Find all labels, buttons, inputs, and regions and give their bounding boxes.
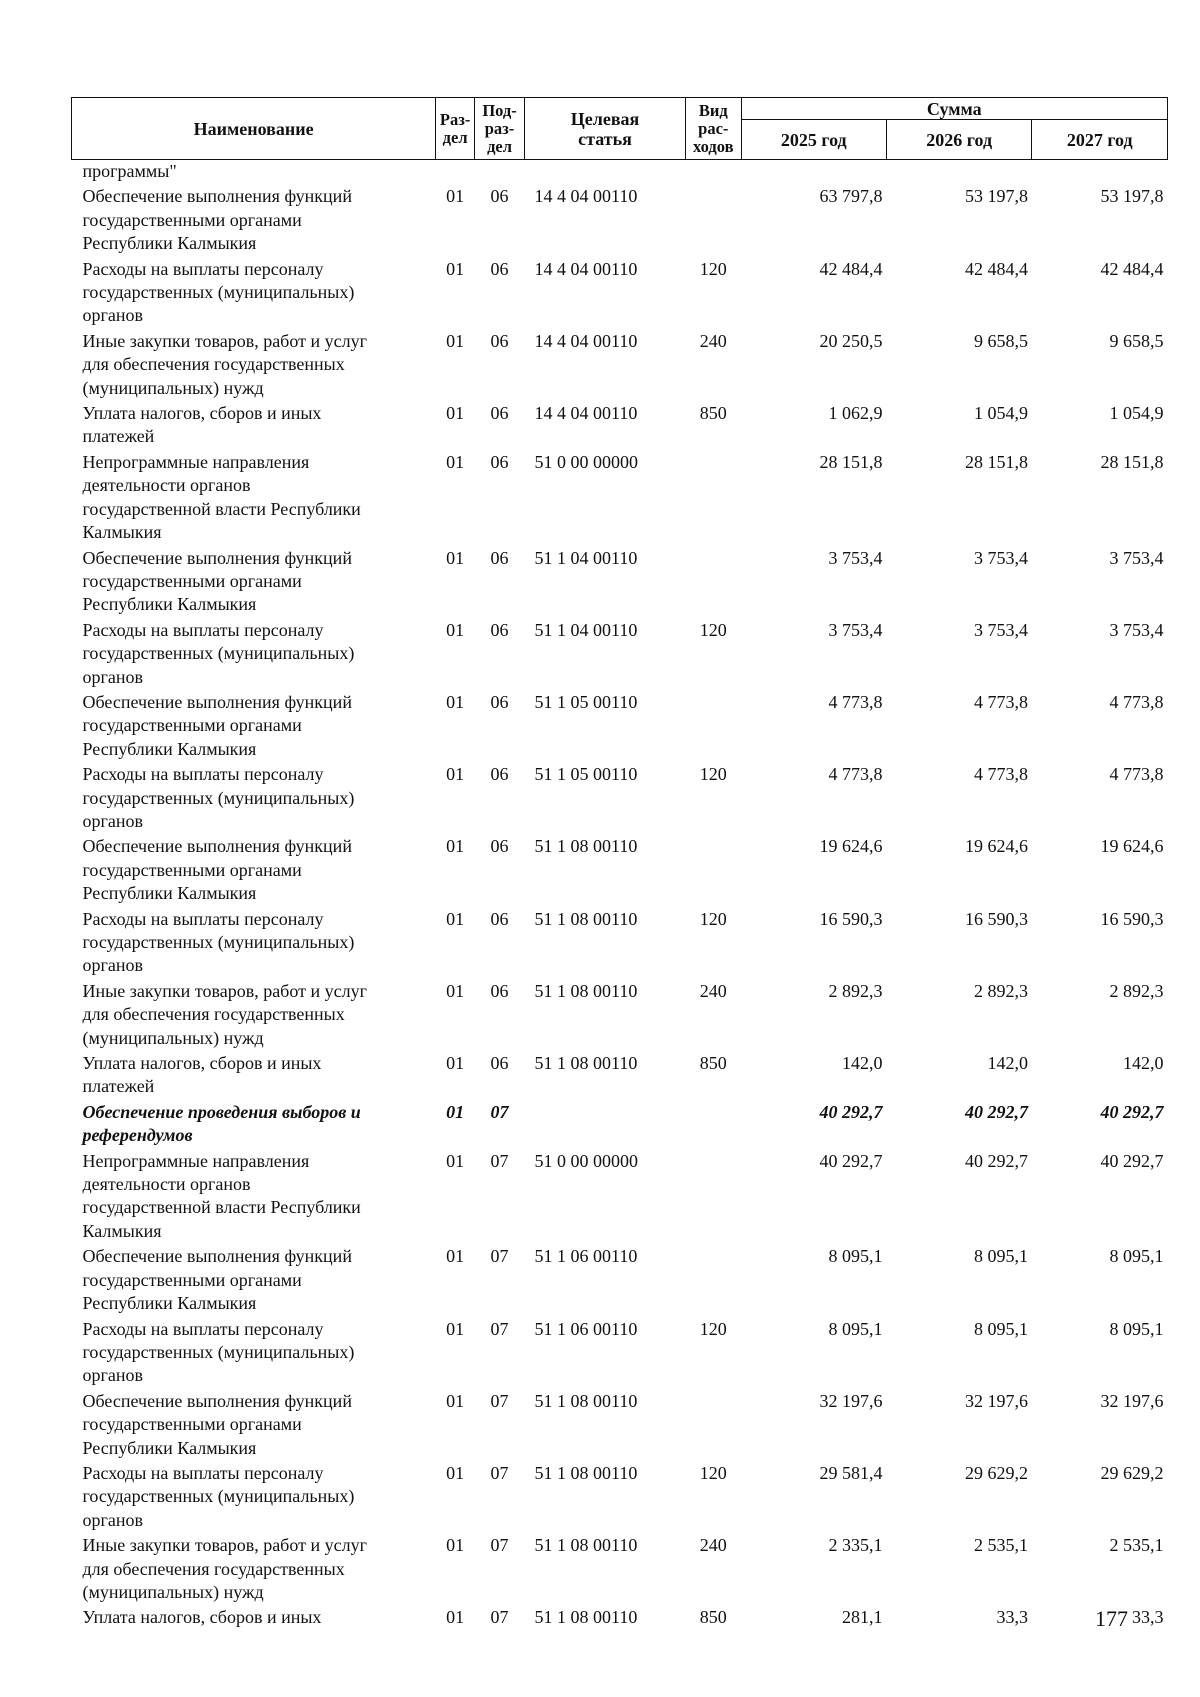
row-vid: 120 <box>699 619 727 640</box>
row-value-2027: 16 590,3 <box>1100 908 1164 929</box>
row-podrazdel: 07 <box>490 1246 509 1267</box>
table-row <box>72 1101 1168 1150</box>
row-name-line: (муниципальных) нужд <box>82 1027 264 1048</box>
row-name-line: государственных (муниципальных) <box>82 1341 355 1362</box>
table-row <box>72 835 1168 907</box>
row-name-line: органов <box>82 305 144 326</box>
row-razdel: 01 <box>446 258 465 279</box>
row-vid: 120 <box>699 1462 727 1483</box>
row-name-line: органов <box>82 1509 144 1530</box>
row-razdel: 01 <box>446 1246 465 1267</box>
row-value-2026: 2 892,3 <box>973 980 1028 1001</box>
row-name-line: Калмыкия <box>82 1220 162 1241</box>
table-body <box>72 160 1168 1632</box>
row-target: 51 1 08 00110 <box>534 1607 638 1628</box>
table-row <box>72 1318 1168 1390</box>
row-name-line: Иные закупки товаров, работ и услуг <box>82 980 367 1001</box>
table-row <box>72 980 1168 1052</box>
row-target: 51 1 08 00110 <box>534 1462 638 1483</box>
row-vid: 240 <box>699 330 727 351</box>
row-name-line: государственными органами <box>82 715 302 736</box>
row-value-2025: 2 892,3 <box>828 980 883 1001</box>
row-value-2025: 8 095,1 <box>828 1318 883 1339</box>
row-vid: 850 <box>699 403 727 424</box>
table-row <box>72 258 1168 330</box>
table-row <box>72 1390 1168 1462</box>
row-name-line: Республики Калмыкия <box>82 883 257 904</box>
row-name <box>72 1101 436 1150</box>
budget-table <box>71 97 1168 1632</box>
row-name-line: Иные закупки товаров, работ и услуг <box>82 330 367 351</box>
row-target: 51 1 08 00110 <box>534 1053 638 1074</box>
row-target: 51 1 08 00110 <box>534 908 638 929</box>
row-name-line: Уплата налогов, сборов и иных <box>82 403 322 424</box>
row-name-line: Республики Калмыкия <box>82 233 257 254</box>
row-name-line: Обеспечение проведения выборов и <box>82 1101 361 1122</box>
row-target: 51 1 06 00110 <box>534 1318 638 1339</box>
row-vid <box>686 835 742 907</box>
row-value-2025: 40 292,7 <box>819 1150 883 1171</box>
row-podrazdel: 06 <box>490 764 509 785</box>
continuation-row <box>72 160 1168 186</box>
row-vid: 240 <box>699 1535 727 1556</box>
row-value-2026: 19 624,6 <box>964 836 1028 857</box>
row-value-2027: 142,0 <box>1123 1053 1164 1074</box>
row-name-line: Обеспечение выполнения функций <box>82 547 352 568</box>
row-razdel: 01 <box>446 619 465 640</box>
row-name <box>72 1150 436 1246</box>
row-name-line: деятельности органов <box>82 1174 251 1195</box>
row-razdel: 01 <box>446 186 465 207</box>
row-name <box>72 1245 436 1317</box>
row-target: 51 1 08 00110 <box>534 836 638 857</box>
row-name-line: органов <box>82 810 144 831</box>
row-value-2026: 28 151,8 <box>964 451 1028 472</box>
row-vid: 120 <box>699 258 727 279</box>
row-name <box>72 547 436 619</box>
row-podrazdel: 06 <box>490 547 509 568</box>
table-row <box>72 330 1168 402</box>
row-value-2027: 8 095,1 <box>1109 1318 1164 1339</box>
row-name <box>72 258 436 330</box>
row-vid <box>686 1101 742 1150</box>
row-vid: 120 <box>699 908 727 929</box>
row-value-2025: 28 151,8 <box>819 451 883 472</box>
row-name-line: государственной власти Республики <box>82 498 361 519</box>
row-name <box>72 835 436 907</box>
row-razdel: 01 <box>446 1053 465 1074</box>
row-name <box>72 691 436 763</box>
header-razdel: Раз- дел <box>436 98 475 160</box>
row-target: 51 0 00 00000 <box>534 451 639 472</box>
row-target: 51 1 05 00110 <box>534 764 638 785</box>
row-name-line: Республики Калмыкия <box>82 738 257 759</box>
row-target: 14 4 04 00110 <box>534 403 638 424</box>
row-name-line: Расходы на выплаты персоналу <box>82 764 324 785</box>
row-razdel: 01 <box>446 691 465 712</box>
row-name-line: государственных (муниципальных) <box>82 643 355 664</box>
row-value-2026: 33,3 <box>996 1607 1028 1628</box>
row-name-line: Уплата налогов, сборов и иных <box>82 1607 322 1628</box>
row-name-line: для обеспечения государственных <box>82 354 345 375</box>
row-target: 51 1 08 00110 <box>534 1535 638 1556</box>
table-row <box>72 1534 1168 1606</box>
row-vid: 120 <box>699 764 727 785</box>
row-value-2025: 4 773,8 <box>828 764 883 785</box>
header-year-2025: 2025 год <box>741 120 886 160</box>
row-name <box>72 908 436 980</box>
row-value-2025: 40 292,7 <box>819 1101 883 1122</box>
row-name-line: для обеспечения государственных <box>82 1558 345 1579</box>
table-row <box>72 547 1168 619</box>
row-razdel: 01 <box>446 330 465 351</box>
row-name <box>72 1390 436 1462</box>
row-name-line: Расходы на выплаты персоналу <box>82 258 324 279</box>
row-name-line: государственной власти Республики <box>82 1197 361 1218</box>
header-name: Наименование <box>72 98 436 160</box>
row-name-line: Уплата налогов, сборов и иных <box>82 1053 322 1074</box>
row-value-2025: 2 335,1 <box>828 1535 883 1556</box>
row-razdel: 01 <box>446 1462 465 1483</box>
header-podrazdel: Под- раз- дел <box>475 98 525 160</box>
row-name-line: Расходы на выплаты персоналу <box>82 1462 324 1483</box>
row-name <box>72 1534 436 1606</box>
row-vid: 120 <box>699 1318 727 1339</box>
row-name-line: Обеспечение выполнения функций <box>82 186 352 207</box>
table-row <box>72 451 1168 547</box>
row-value-2026: 8 095,1 <box>973 1318 1028 1339</box>
row-name-line: платежей <box>82 426 155 447</box>
row-podrazdel: 06 <box>490 908 509 929</box>
row-vid <box>686 451 742 547</box>
row-vid <box>686 185 742 257</box>
row-name-line: органов <box>82 666 144 687</box>
row-value-2026: 40 292,7 <box>964 1101 1028 1122</box>
row-value-2025: 3 753,4 <box>828 547 883 568</box>
row-vid: 240 <box>699 980 727 1001</box>
row-name-line: государственными органами <box>82 1414 302 1435</box>
row-name <box>72 185 436 257</box>
row-razdel: 01 <box>446 980 465 1001</box>
row-name-line: Республики Калмыкия <box>82 1293 257 1314</box>
table-row <box>72 619 1168 691</box>
table-row <box>72 1462 1168 1534</box>
row-value-2025: 142,0 <box>841 1053 883 1074</box>
table-row <box>72 1245 1168 1317</box>
row-value-2027: 2 535,1 <box>1109 1535 1164 1556</box>
row-name-line: (муниципальных) нужд <box>82 377 264 398</box>
row-value-2027: 8 095,1 <box>1109 1246 1164 1267</box>
row-value-2027: 3 753,4 <box>1109 547 1164 568</box>
row-value-2027: 33,3 <box>1132 1607 1164 1628</box>
row-podrazdel: 07 <box>490 1318 509 1339</box>
table-row <box>72 1052 1168 1101</box>
row-value-2025: 16 590,3 <box>819 908 883 929</box>
row-target <box>525 1101 686 1150</box>
row-value-2025: 8 095,1 <box>828 1246 883 1267</box>
row-value-2025: 3 753,4 <box>828 619 883 640</box>
row-target: 51 1 08 00110 <box>534 980 638 1001</box>
row-name <box>72 1318 436 1390</box>
row-name <box>72 763 436 835</box>
row-target: 51 1 05 00110 <box>534 691 638 712</box>
row-podrazdel: 06 <box>490 691 509 712</box>
row-razdel: 01 <box>446 1150 465 1171</box>
header-summa: Сумма <box>741 98 1167 120</box>
row-value-2025: 281,1 <box>841 1607 883 1628</box>
row-razdel: 01 <box>446 1607 465 1628</box>
row-razdel: 01 <box>446 1535 465 1556</box>
row-name-line: государственными органами <box>82 209 302 230</box>
continuation-text: программы" <box>82 161 177 181</box>
row-value-2027: 29 629,2 <box>1100 1462 1164 1483</box>
row-value-2027: 28 151,8 <box>1100 451 1164 472</box>
row-name-line: платежей <box>82 1076 155 1097</box>
row-value-2025: 19 624,6 <box>819 836 883 857</box>
row-name-line: Расходы на выплаты персоналу <box>82 908 324 929</box>
row-name-line: Обеспечение выполнения функций <box>82 691 352 712</box>
row-name <box>72 330 436 402</box>
row-podrazdel: 07 <box>490 1150 509 1171</box>
table-row <box>72 1606 1168 1631</box>
row-value-2026: 4 773,8 <box>973 691 1028 712</box>
page-number: 177 <box>1095 1606 1128 1631</box>
row-value-2026: 3 753,4 <box>973 619 1028 640</box>
row-value-2025: 1 062,9 <box>828 403 883 424</box>
row-name-line: Непрограммные направления <box>82 451 310 472</box>
row-value-2027: 4 773,8 <box>1109 764 1164 785</box>
row-value-2025: 4 773,8 <box>828 691 883 712</box>
row-target: 51 0 00 00000 <box>534 1150 639 1171</box>
row-name <box>72 1052 436 1101</box>
row-vid <box>686 547 742 619</box>
row-name <box>72 402 436 451</box>
row-target: 51 1 04 00110 <box>534 619 638 640</box>
table-row <box>72 908 1168 980</box>
header-vid: Вид рас- ходов <box>686 98 742 160</box>
row-podrazdel: 06 <box>490 403 509 424</box>
row-name-line: Непрограммные направления <box>82 1150 310 1171</box>
row-value-2026: 53 197,8 <box>964 186 1028 207</box>
row-value-2025: 20 250,5 <box>819 330 883 351</box>
row-name-line: Расходы на выплаты персоналу <box>82 1318 324 1339</box>
row-value-2026: 4 773,8 <box>973 764 1028 785</box>
row-podrazdel: 06 <box>490 1053 509 1074</box>
row-value-2027: 32 197,6 <box>1100 1390 1164 1411</box>
row-vid <box>686 1150 742 1246</box>
header-target: Целевая статья <box>525 98 686 160</box>
row-name-line: референдумов <box>82 1125 193 1146</box>
row-name-line: Иные закупки товаров, работ и услуг <box>82 1535 367 1556</box>
row-value-2026: 29 629,2 <box>964 1462 1028 1483</box>
row-podrazdel: 06 <box>490 330 509 351</box>
table-row <box>72 691 1168 763</box>
row-value-2027: 19 624,6 <box>1100 836 1164 857</box>
row-name-line: государственными органами <box>82 1269 302 1290</box>
row-name-line: Республики Калмыкия <box>82 1437 257 1458</box>
row-value-2026: 42 484,4 <box>964 258 1028 279</box>
table-row <box>72 1150 1168 1246</box>
row-target: 14 4 04 00110 <box>534 330 638 351</box>
row-name-line: органов <box>82 955 144 976</box>
row-value-2027: 4 773,8 <box>1109 691 1164 712</box>
row-razdel: 01 <box>446 836 465 857</box>
row-name <box>72 619 436 691</box>
row-name <box>72 1606 436 1631</box>
row-name-line: Обеспечение выполнения функций <box>82 1246 352 1267</box>
table-row <box>72 185 1168 257</box>
row-name-line: государственными органами <box>82 859 302 880</box>
row-value-2026: 2 535,1 <box>973 1535 1028 1556</box>
row-name-line: (муниципальных) нужд <box>82 1581 264 1602</box>
table-row <box>72 402 1168 451</box>
row-value-2026: 9 658,5 <box>973 330 1028 351</box>
row-podrazdel: 07 <box>490 1101 509 1122</box>
row-podrazdel: 07 <box>490 1390 509 1411</box>
document-page <box>71 97 1168 1632</box>
row-name-line: государственных (муниципальных) <box>82 282 355 303</box>
row-podrazdel: 06 <box>490 836 509 857</box>
row-target: 51 1 08 00110 <box>534 1390 638 1411</box>
row-podrazdel: 07 <box>490 1535 509 1556</box>
row-podrazdel: 06 <box>490 258 509 279</box>
row-razdel: 01 <box>446 451 465 472</box>
row-podrazdel: 07 <box>490 1462 509 1483</box>
row-target: 51 1 04 00110 <box>534 547 638 568</box>
row-razdel: 01 <box>446 1318 465 1339</box>
row-podrazdel: 06 <box>490 186 509 207</box>
row-razdel: 01 <box>446 908 465 929</box>
row-value-2026: 40 292,7 <box>964 1150 1028 1171</box>
row-value-2026: 32 197,6 <box>964 1390 1028 1411</box>
row-name-line: органов <box>82 1365 144 1386</box>
row-razdel: 01 <box>446 403 465 424</box>
row-razdel: 01 <box>446 1390 465 1411</box>
row-name <box>72 1462 436 1534</box>
row-value-2026: 3 753,4 <box>973 547 1028 568</box>
row-razdel: 01 <box>446 547 465 568</box>
row-name-line: деятельности органов <box>82 475 251 496</box>
header-year-2027: 2027 год <box>1032 120 1168 160</box>
row-name-line: для обеспечения государственных <box>82 1004 345 1025</box>
row-name-line: Калмыкия <box>82 522 162 543</box>
row-name-line: государственными органами <box>82 570 302 591</box>
row-value-2025: 29 581,4 <box>819 1462 883 1483</box>
row-podrazdel: 06 <box>490 451 509 472</box>
row-value-2027: 1 054,9 <box>1109 403 1164 424</box>
row-value-2025: 32 197,6 <box>819 1390 883 1411</box>
row-podrazdel: 06 <box>490 619 509 640</box>
row-value-2026: 1 054,9 <box>973 403 1028 424</box>
row-value-2027: 2 892,3 <box>1109 980 1164 1001</box>
row-value-2027: 40 292,7 <box>1100 1101 1164 1122</box>
row-value-2025: 42 484,4 <box>819 258 883 279</box>
row-target: 14 4 04 00110 <box>534 258 638 279</box>
row-razdel: 01 <box>446 1101 465 1122</box>
row-value-2027: 9 658,5 <box>1109 330 1164 351</box>
row-value-2025: 63 797,8 <box>819 186 883 207</box>
row-vid <box>686 691 742 763</box>
row-name <box>72 451 436 547</box>
row-name-line: государственных (муниципальных) <box>82 1486 355 1507</box>
row-target: 51 1 06 00110 <box>534 1246 638 1267</box>
row-value-2027: 53 197,8 <box>1100 186 1164 207</box>
header-year-2026: 2026 год <box>886 120 1031 160</box>
row-name-line: Расходы на выплаты персоналу <box>82 619 324 640</box>
row-vid <box>686 1390 742 1462</box>
row-value-2027: 40 292,7 <box>1100 1150 1164 1171</box>
row-podrazdel: 07 <box>490 1607 509 1628</box>
row-name-line: Республики Калмыкия <box>82 594 257 615</box>
row-podrazdel: 06 <box>490 980 509 1001</box>
row-razdel: 01 <box>446 764 465 785</box>
row-value-2027: 42 484,4 <box>1100 258 1164 279</box>
row-name <box>72 980 436 1052</box>
row-value-2026: 142,0 <box>987 1053 1028 1074</box>
row-name-line: Обеспечение выполнения функций <box>82 1390 352 1411</box>
table-header <box>72 98 1168 160</box>
row-target: 14 4 04 00110 <box>534 186 638 207</box>
table-row <box>72 763 1168 835</box>
row-vid <box>686 1245 742 1317</box>
row-vid: 850 <box>699 1053 727 1074</box>
row-name-line: государственных (муниципальных) <box>82 787 355 808</box>
row-value-2027: 3 753,4 <box>1109 619 1164 640</box>
row-name-line: государственных (муниципальных) <box>82 932 355 952</box>
row-vid: 850 <box>699 1607 727 1628</box>
row-value-2026: 16 590,3 <box>964 908 1028 929</box>
row-name-line: Обеспечение выполнения функций <box>82 836 352 857</box>
row-value-2026: 8 095,1 <box>973 1246 1028 1267</box>
